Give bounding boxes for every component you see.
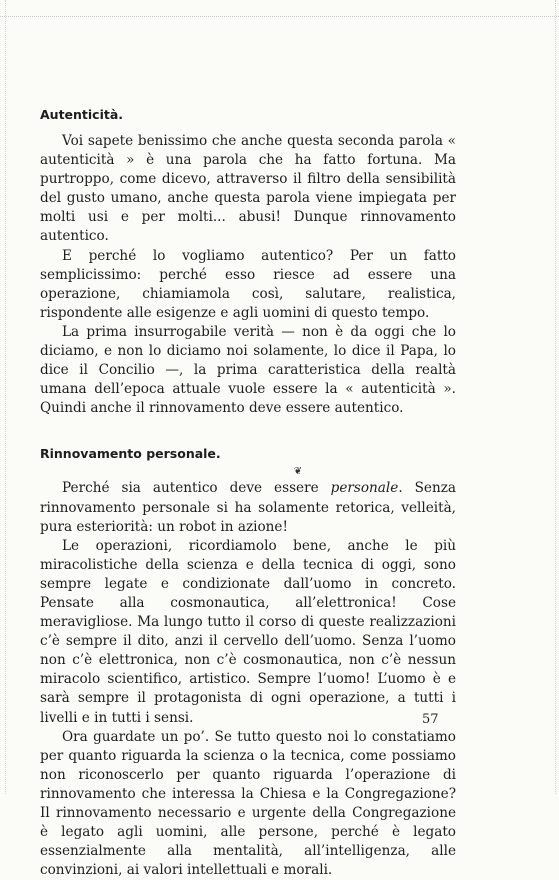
scan-edge-top [0, 16, 559, 17]
scan-edge-right [555, 0, 556, 794]
section-heading-rinnovamento-personale: Rinnovamento personale. [40, 446, 221, 462]
paragraph [40, 479, 456, 536]
scan-edge-left [5, 0, 6, 794]
section-gap [40, 418, 456, 445]
page-body [40, 106, 456, 880]
paragraph: Voi sapete benissimo che anche questa seconda parola « autenticità » è una parola che ha fatto fortuna. Ma purtroppo, come dicevo, attraverso il filtro della sensibilità del gusto umano, anche questa parola viene impiegata per molti usi e per molti... abusi! Dunque rinnovamento autentico. [40, 133, 456, 245]
paragraph: Ora guardate un po’. Se tutto questo noi lo constatiamo per quanto riguarda la scienza o la tecnica, come possiamo non riconoscerlo per quanto riguarda l’operazione di rinnovamento che interessa la Chiesa e la Congregazione? Il rinnovamento necessario e urgente della Congregazione è legato agli uomini, alle persone, perché è legato essenzialmente alla mentalità, all’intelligenza, alle convinzioni, ai valori intellettuali e morali. [40, 728, 456, 879]
ornament-mark: ❦ [293, 466, 303, 478]
paragraph: La prima insurrogabile verità — non è da oggi che lo diciamo, e non lo diciamo noi solamente, lo dice il Papa, lo dice il Concilio —, la prima caratteristica della realtà umana dell’epoca attuale vuole essere la « autenticità ». Quindi anche il rinnovamento deve essere autentico. [40, 323, 456, 417]
paragraph: E perché lo vogliamo autentico? Per un fatto semplicissimo: perché esso riesce ad essere una operazione, chiamiamola così, salutare, realistica, rispondente alle esigenze e agli uomini di questo tempo. [40, 247, 456, 321]
section-heading-autenticita: Autenticità. [40, 107, 124, 122]
paragraph-text: Perché sia autentico deve essere [62, 480, 331, 497]
paragraph-text: . Senza rinnovamento personale si ha solamente retorica, velleità, pura esteriorità: un robot in azione! [40, 480, 456, 535]
emphasis-text: personale [330, 480, 399, 497]
page-number: 57 [422, 712, 439, 727]
paragraph: Le operazioni, ricordiamolo bene, anche le più miracolistiche della scienza e della tecnica di oggi, sono sempre legate e condizionate dall’uomo in concreto. Pensate alla cosmonautica, all’elettronica! Cose meravigliose. Ma lungo tutto il corso di queste realizzazioni c’è sempre il dito, anzi il cervello dell’uomo. Senza l’uomo non c’è elettronica, non c’è cosmonautica, non c’è nessun miracolo scientifico, artistico. Sempre l’uomo! L’uomo è e sarà sempre il protagonista di ogni operazione, a tutti i livelli e in tutti i sensi. [40, 537, 456, 726]
